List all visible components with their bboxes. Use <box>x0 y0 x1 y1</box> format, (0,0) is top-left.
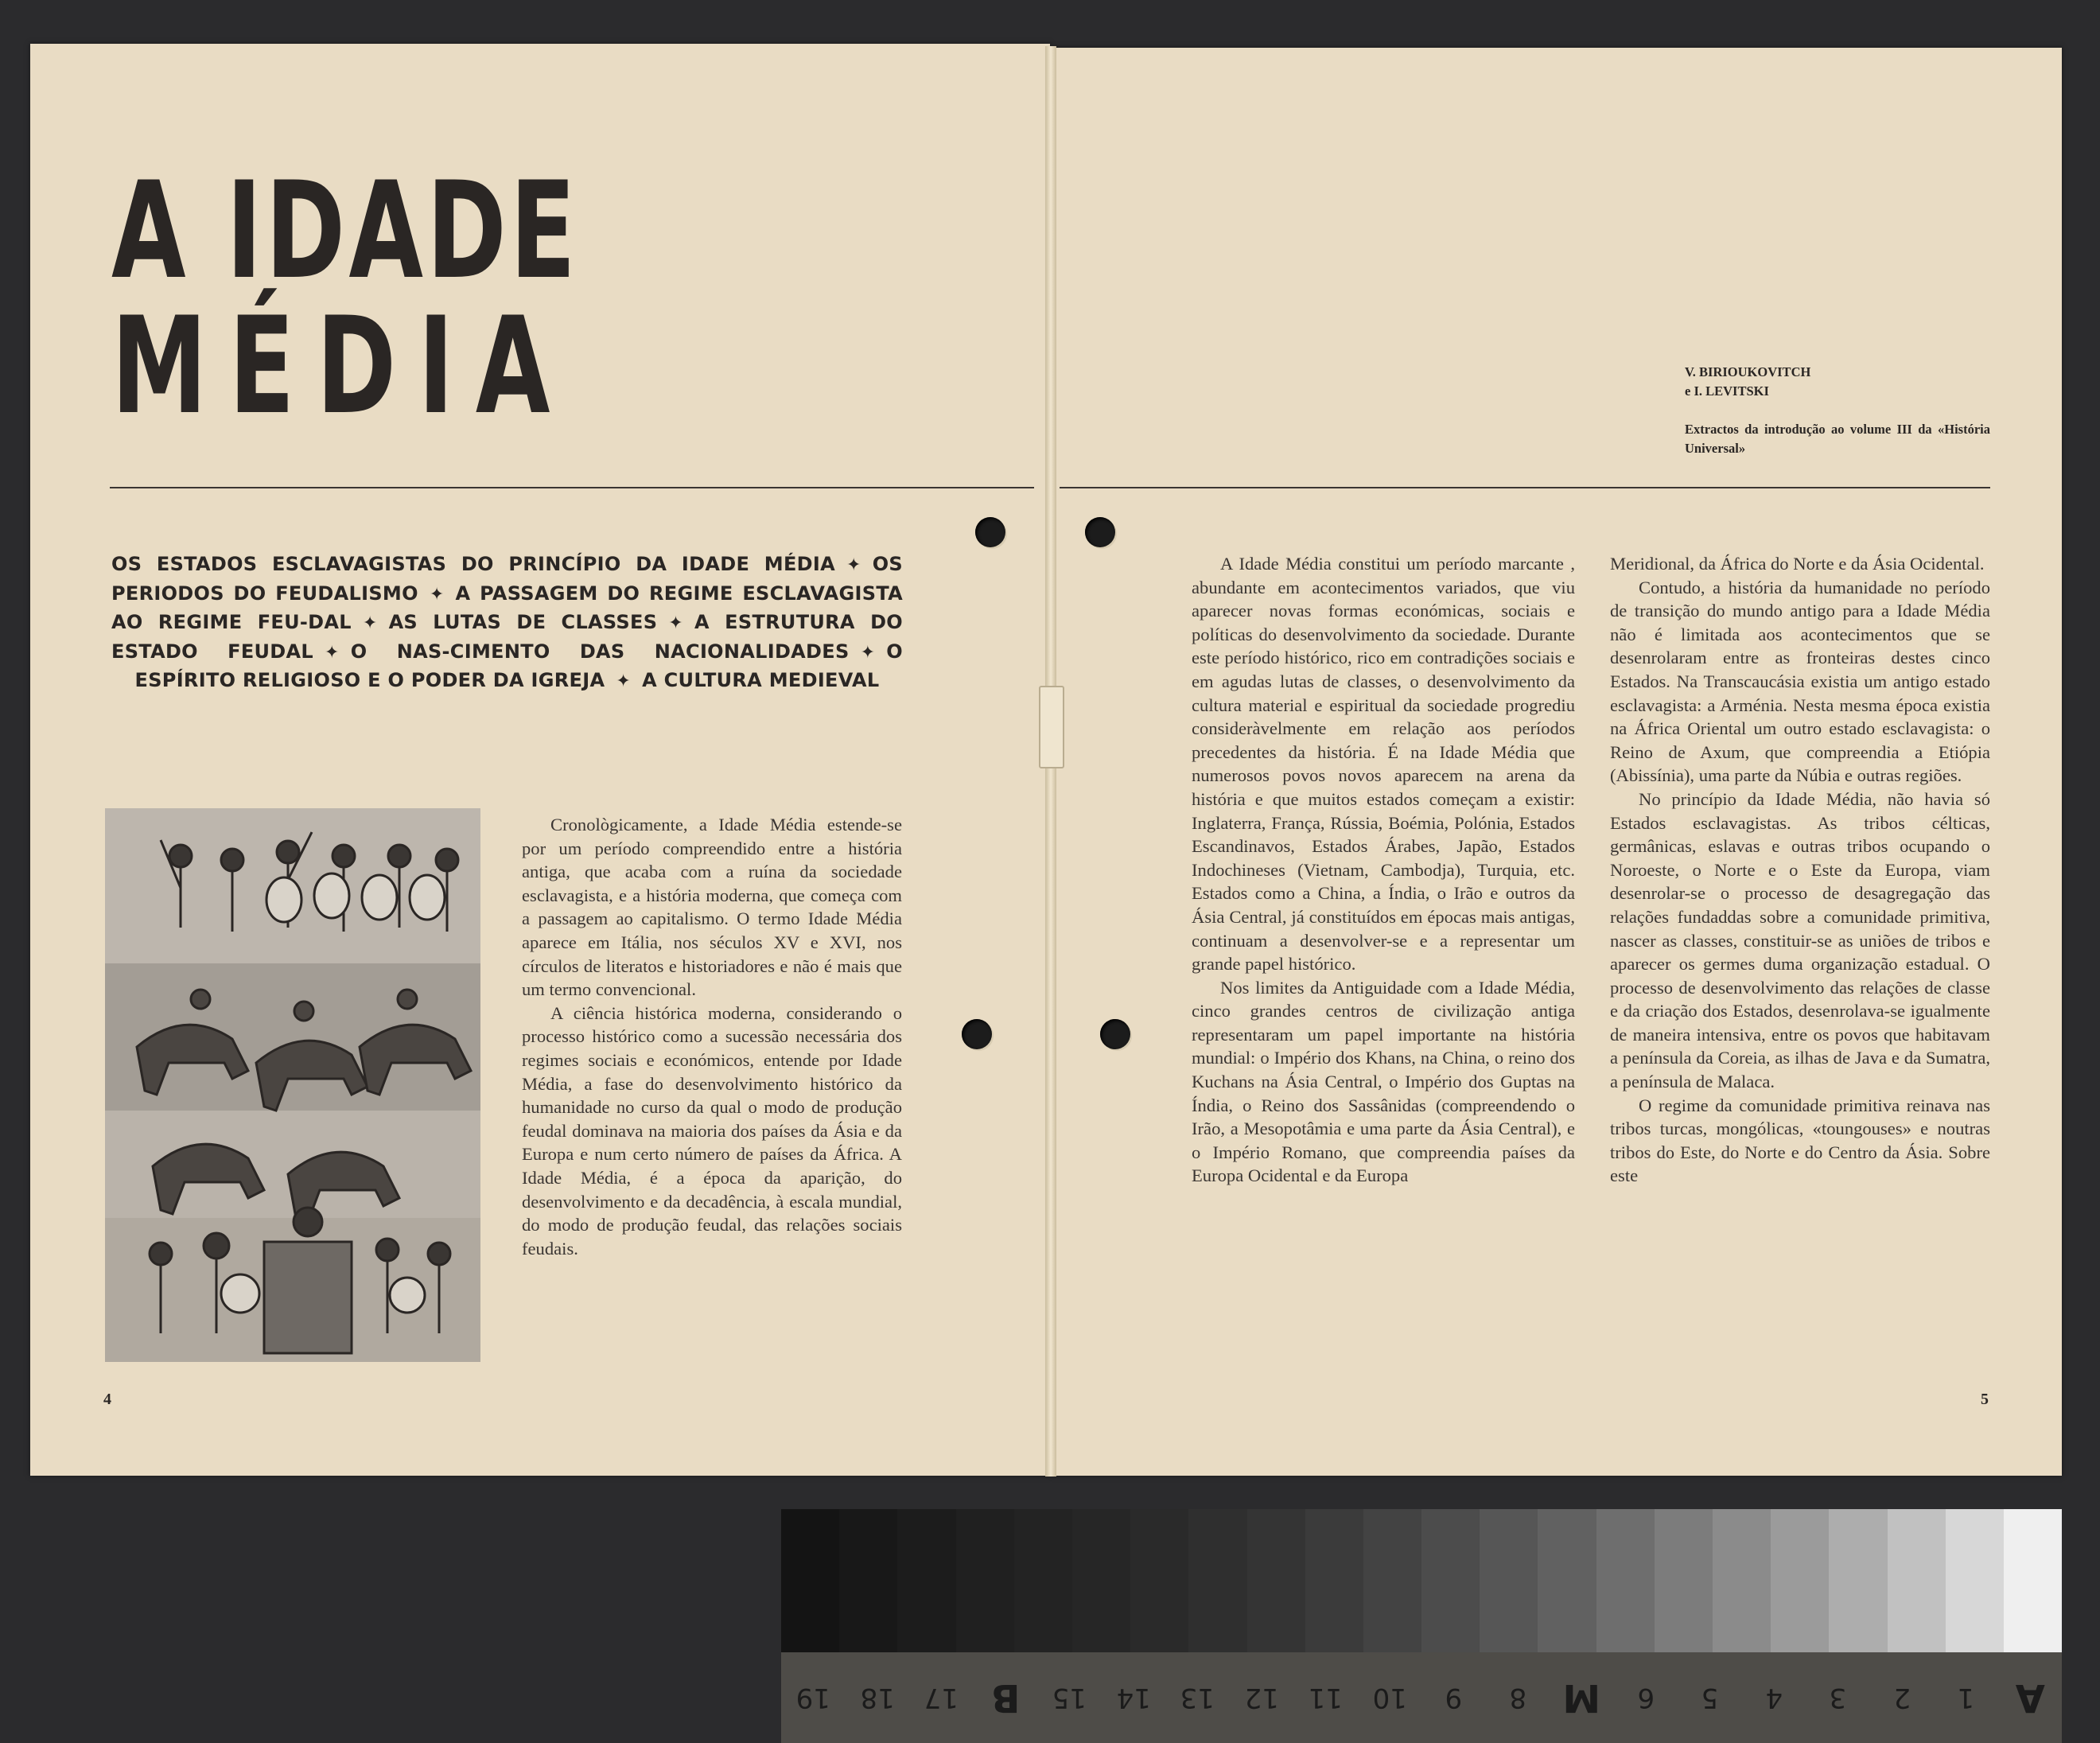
scale-label: 14 <box>1116 1682 1151 1714</box>
page-title <box>111 153 580 444</box>
topic-item: OS ESTADOS ESCLAVAGISTAS DO PRINCÍPIO DA IDADE MÉDIA <box>111 553 835 575</box>
paragraph: No princípio da Idade Média, não havia só Estados esclavagistas. As tribos célticas, germânicas, eslavas e outras tribos ocupando o Noroeste, o Norte e o Este da Europa, viam desenrolar-se o processo de desagregação das relações fundaddas sobre a comunidade primitiva, nascer as classes, constituir-se as uniões de tribos e aparecer os germes duma organização estadual. O processo de desenvolvimento das relações de classe e da criação dos Estados, desenrolava-se igualmente de maneira intensiva, entre os povos que habitavam a península da Coreia, as ilhas de Java e da Sumatra, a península de Malaca. <box>1610 788 1990 1092</box>
star-separator-icon: ✦ <box>325 642 340 663</box>
scale-label: 8 <box>1508 1682 1526 1714</box>
gray-swatch <box>897 1509 955 1652</box>
grayscale-calibration-chart <box>781 1509 2062 1652</box>
gray-swatch <box>1305 1509 1363 1652</box>
scale-label: 18 <box>860 1682 895 1714</box>
gray-swatch <box>1421 1509 1480 1652</box>
source-note: Extractos da introdução ao volume III da «História Universal» <box>1685 422 1990 456</box>
topic-item: A PASSAGEM DO REGIME ESCLAVAGISTA AO REGIME FEU-DAL <box>111 582 903 633</box>
gray-swatch <box>1130 1509 1188 1652</box>
gray-swatch <box>1771 1509 1829 1652</box>
punch-hole <box>975 517 1005 547</box>
star-separator-icon: ✦ <box>860 642 876 663</box>
scale-label: 17 <box>924 1682 959 1714</box>
medieval-illustration <box>105 808 480 1362</box>
star-separator-icon: ✦ <box>362 613 378 633</box>
star-separator-icon: ✦ <box>429 584 445 605</box>
page-number-left: 4 <box>103 1391 111 1408</box>
paragraph: Cronològicamente, a Idade Média estende-se por um período compreendido entre a história antiga, que acaba com a ruína da sociedade esclavagista, e a história moderna, que começa com a passagem ao capitalismo. O termo Idade Média aparece em Itália, nos séculos XV e XVI, nos círculos de literatos e historiadores e não é mais que um termo convencional. <box>522 815 902 1000</box>
battle-scene-image <box>105 808 480 1362</box>
gray-swatch <box>2004 1509 2062 1652</box>
scale-label: 2 <box>1892 1682 1911 1714</box>
calibration-scale <box>781 1652 2062 1743</box>
star-separator-icon: ✦ <box>846 555 861 575</box>
scale-label: 3 <box>1829 1682 1847 1714</box>
gray-swatch <box>1480 1509 1538 1652</box>
gray-swatch <box>781 1509 839 1652</box>
scale-label: 13 <box>1180 1682 1215 1714</box>
topic-item: O ESPÍRITO RELIGIOSO E O PODER DA IGREJA <box>134 640 903 691</box>
scale-label: 6 <box>1636 1682 1655 1714</box>
author-credit <box>1685 363 1810 401</box>
topic-item: O NAS-CIMENTO DAS NACIONALIDADES <box>350 640 850 663</box>
scale-label: B <box>990 1675 1021 1720</box>
gray-swatch <box>1713 1509 1771 1652</box>
scale-label: 9 <box>1445 1682 1463 1714</box>
scale-label: 12 <box>1244 1682 1279 1714</box>
author-line-2: e I. LEVITSKI <box>1685 383 1769 399</box>
star-separator-icon: ✦ <box>616 671 632 691</box>
scale-label: M <box>1562 1675 1601 1720</box>
scale-label: 4 <box>1764 1682 1783 1714</box>
page-number-right: 5 <box>1981 1391 1989 1408</box>
star-separator-icon: ✦ <box>668 613 684 633</box>
topic-item: OS PERIODOS DO FEUDALISMO <box>111 553 903 605</box>
gray-swatch <box>1014 1509 1072 1652</box>
paragraph: A Idade Média constitui um período marcante , abundante em acontecimentos variados, que viu aparecer novas formas económicas, sociais e políticas do desenvolvimento da sociedade. Durante este período histórico, rico em contradições sociais e em agudas lutas de classes, o desenvolvimento da cultura material e espiritual da sociedade progrediu consideràvelmente em relação aos períodos precedentes da história. É na Idade Média que numerosos povos novos aparecem na arena da história e que muitos estados começam a existir: Inglaterra, França, Rússia, Boémia, Polónia, Estados Escandinavos, Estados Árabes, Japão, Estados Indochineses (Vietnam, Cambodja), Turquia, etc. Estados como a China, a Índia, o Irão e outros da Ásia Central, já constituídos em épocas mais antigas, continuam a desenvolver-se e a representar um grande papel histórico. <box>1192 554 1575 975</box>
punch-hole <box>1100 1019 1130 1049</box>
scale-label: 5 <box>1701 1682 1719 1714</box>
scale-label: 1 <box>1957 1682 1975 1714</box>
gray-swatch <box>1538 1509 1596 1652</box>
right-body-column-2 <box>1610 552 1990 1188</box>
scale-label: 19 <box>795 1682 830 1714</box>
right-body-column-1 <box>1192 552 1575 1188</box>
divider-rule <box>110 487 1034 488</box>
title-line-1: A IDADE <box>111 153 580 309</box>
paragraph: Meridional, da África do Norte e da Ásia Ocidental. <box>1610 554 1985 574</box>
title-line-2: MÉDIA <box>111 288 572 444</box>
gray-swatch <box>1072 1509 1130 1652</box>
paragraph: A ciência histórica moderna, considerando o processo histórico como a sucessão necessária dos regimes sociais e económicos, entende por Idade Média, a fase do desenvolvimento histórico da humanidade no curso da qual o modo de produção feudal dominava na maioria dos países da Ásia e da Europa e num certo número de países da África. A Idade Média, é a época da aparição, do desenvolvimento e da decadência, à escala mundial, do modo de produção feudal, das relações sociais feudais. <box>522 1002 902 1259</box>
punch-hole <box>1085 517 1115 547</box>
paragraph: O regime da comunidade primitiva reinava nas tribos turcas, mongólicas, «toungouses» e noutras tribos do Este, do Norte e do Centro da Ásia. Sobre este <box>1610 1095 1990 1186</box>
punch-hole <box>962 1019 992 1049</box>
author-line-1: V. BIRIOUKOVITCH <box>1685 364 1811 379</box>
left-body-text <box>522 813 902 1260</box>
gray-swatch <box>1946 1509 2004 1652</box>
scale-label: 10 <box>1372 1682 1407 1714</box>
paragraph: Nos limites da Antiguidade com a Idade Média, cinco grandes centros de civilização antiga representaram um papel importante na história mundial: o Império dos Khans, na China, o reino dos Kuchans na Ásia Central, o Império dos Guptas na Índia, o Reino dos Sassânidas (compreendendo o Irão, a Mesopotâmia e uma parte da Ásia Central), e o Império Romano, que compreendia países da Europa Ocidental e da Europa <box>1192 977 1575 1186</box>
gray-swatch <box>1888 1509 1946 1652</box>
gray-swatch <box>1655 1509 1713 1652</box>
gray-swatch <box>1363 1509 1421 1652</box>
topic-item: A CULTURA MEDIEVAL <box>642 669 880 691</box>
gray-swatch <box>839 1509 897 1652</box>
gray-swatch <box>1247 1509 1305 1652</box>
scale-label: A <box>2015 1675 2045 1720</box>
divider-rule <box>1060 487 1990 488</box>
topic-item: AS LUTAS DE CLASSES <box>388 611 658 633</box>
staple <box>1039 686 1064 768</box>
chapter-topics <box>111 551 903 696</box>
scale-label: 11 <box>1308 1682 1343 1714</box>
gray-swatch <box>956 1509 1014 1652</box>
gray-swatch <box>1829 1509 1887 1652</box>
paragraph: Contudo, a história da humanidade no período de transição do mundo antigo para a Idade Média não é limitada aos acontecimentos que se desenrolaram entre as fronteiras destes cinco Estados. Na Transcaucásia existia um antigo estado esclavagista: a Arménia. Nesta mesma época existia na África Oriental um outro estado esclavagista: o Reino de Axum, que compreendia a Etiópia (Abissínia), uma parte da Núbia e outras regiões. <box>1610 577 1990 786</box>
topic-item: A ESTRUTURA DO ESTADO FEUDAL <box>111 611 903 663</box>
gray-swatch <box>1188 1509 1246 1652</box>
gray-swatch <box>1596 1509 1655 1652</box>
scale-label: 15 <box>1052 1682 1087 1714</box>
